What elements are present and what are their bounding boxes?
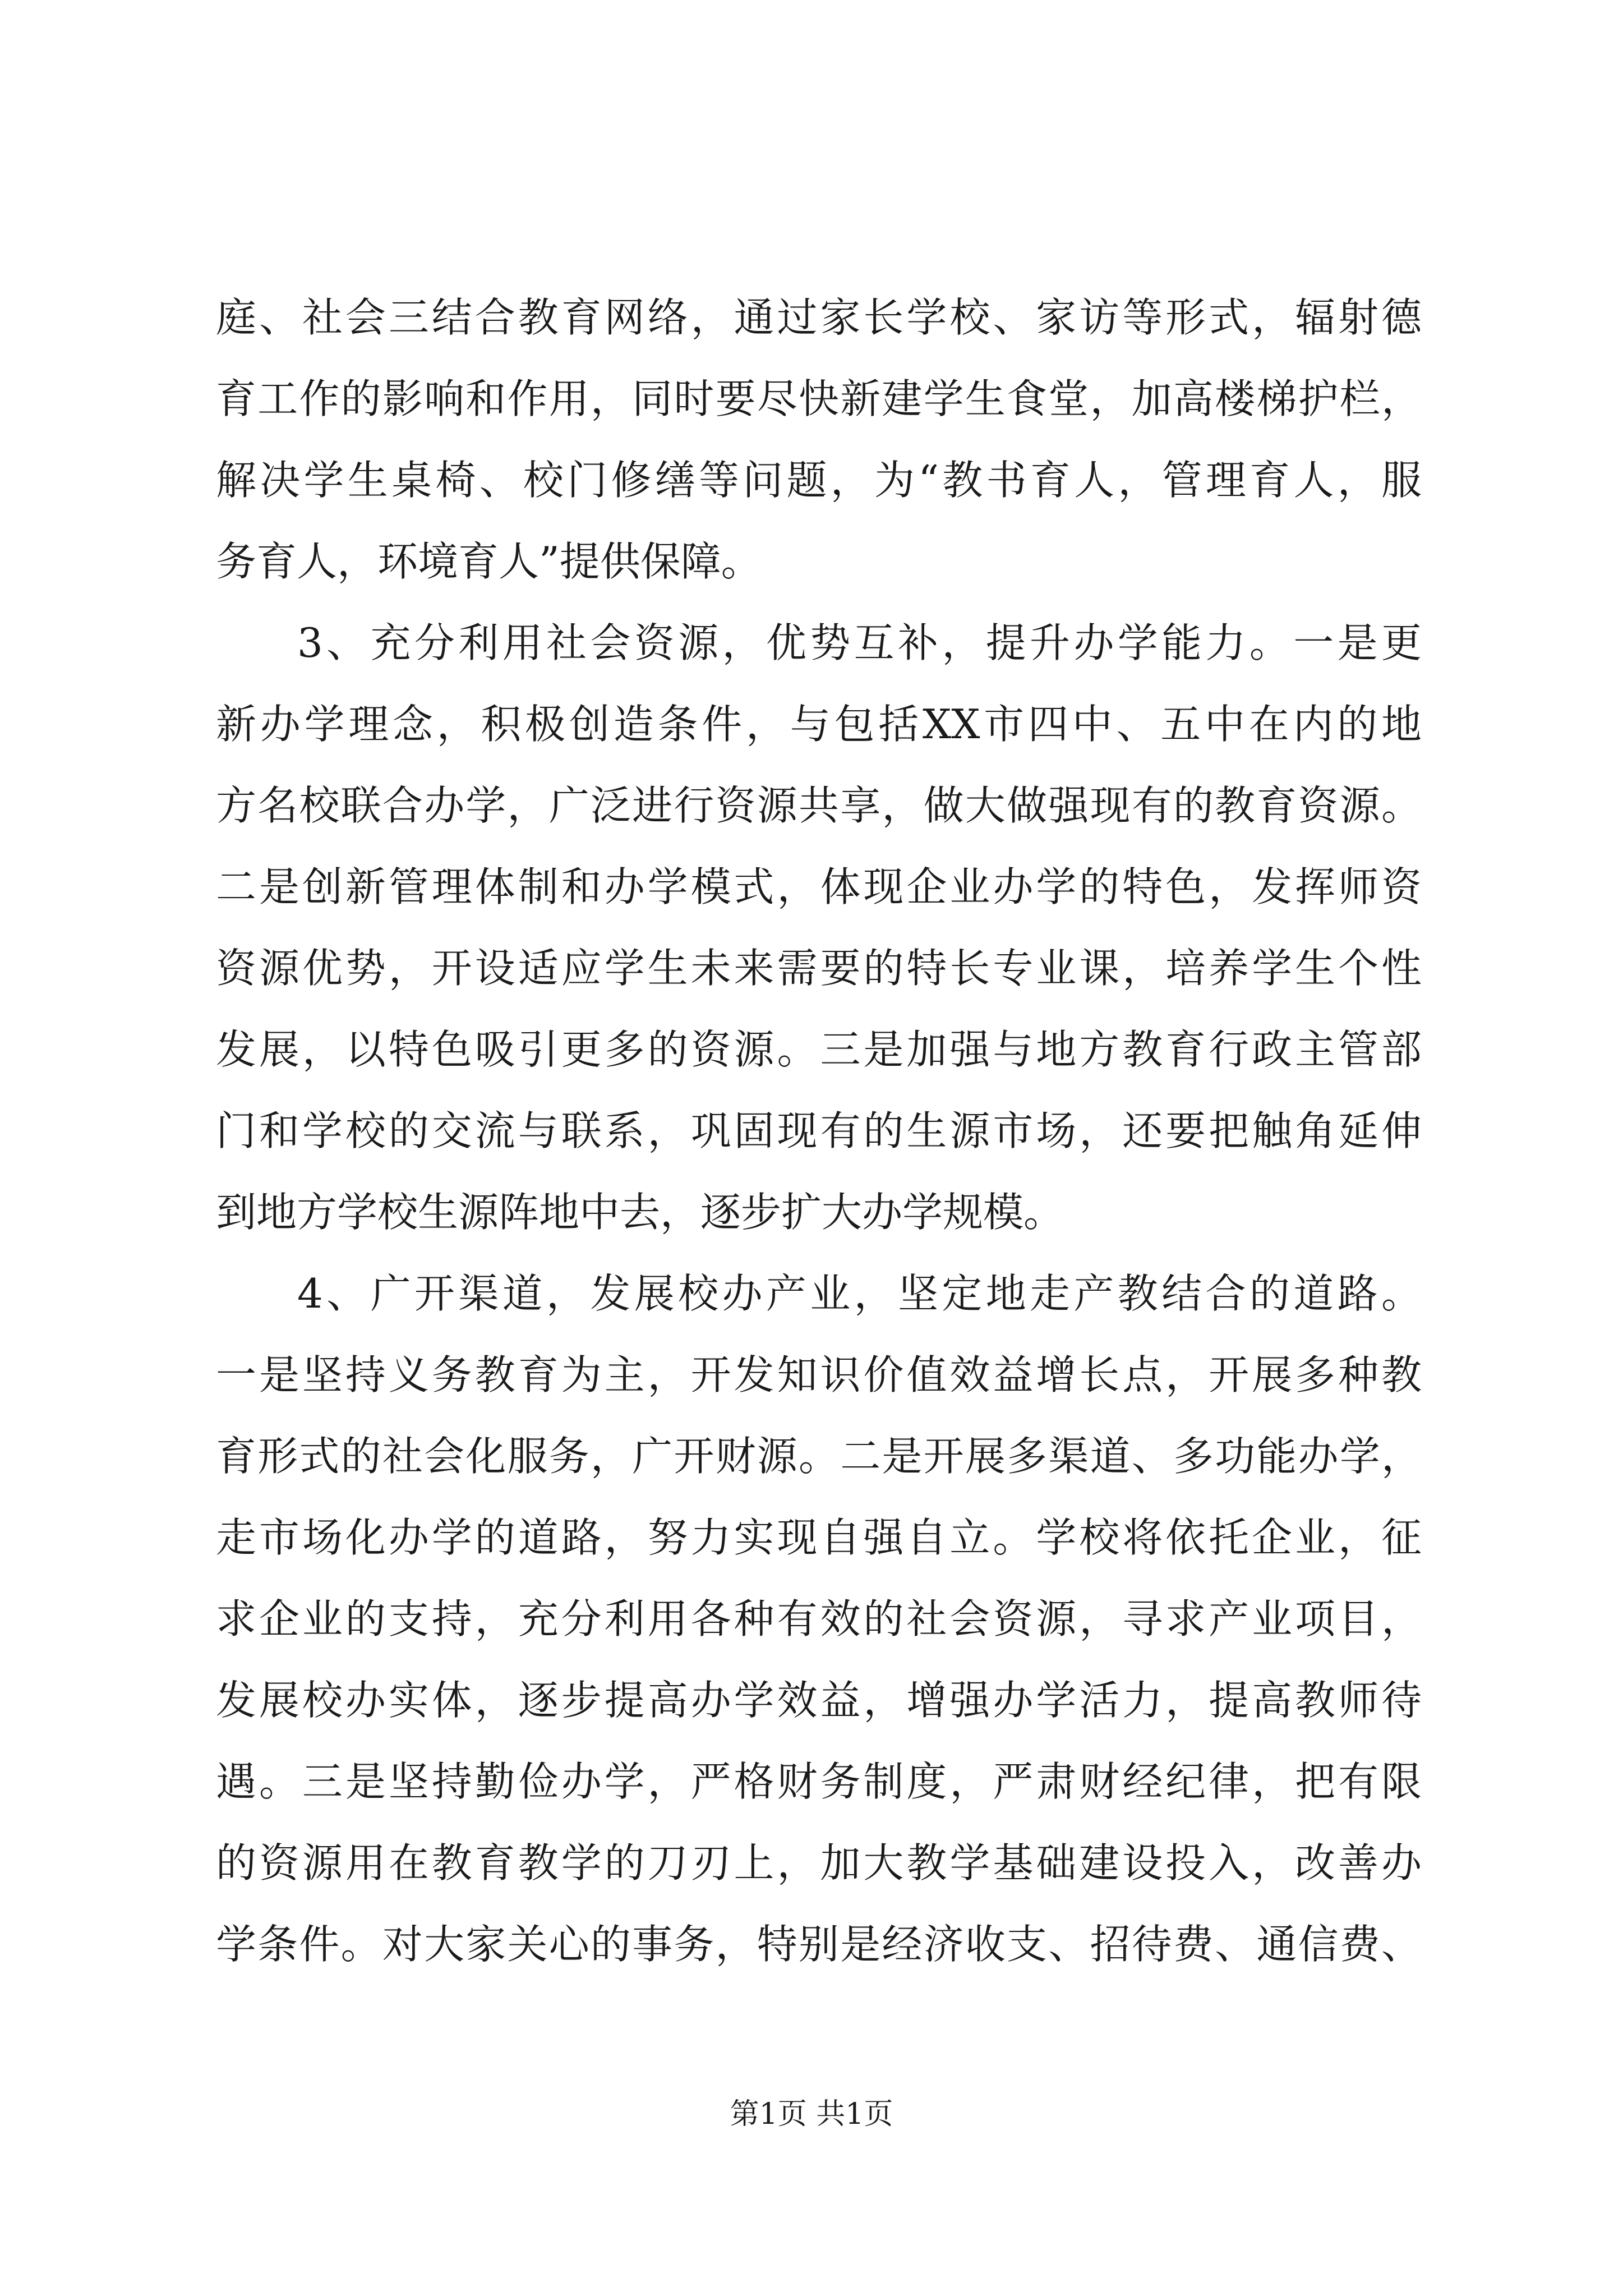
text-line: 一是坚持义务教育为主，开发知识价值效益增长点，开展多种教 [216,1351,1422,1398]
paragraph-4-first-line: 4、广开渠道，发展校办产业，坚定地走产教结合的道路。 [297,1270,1422,1317]
text-line: 走市场化办学的道路，努力实现自强自立。学校将依托企业，征 [216,1514,1422,1561]
text-line: 务育人，环境育人”提供保障。 [216,538,762,585]
text-line: 求企业的支持，充分利用各种有效的社会资源，寻求产业项目， [216,1595,1422,1642]
text-line: 解决学生桌椅、校门修缮等问题，为“教书育人，管理育人，服 [216,457,1422,504]
text-line: 育工作的影响和作用，同时要尽快新建学生食堂，加高楼梯护栏， [216,375,1422,422]
text-line: 二是创新管理体制和办学模式，体现企业办学的特色，发挥师资 [216,863,1422,910]
page-footer: 第1页 共1页 [730,2097,893,2131]
text-line: 到地方学校生源阵地中去，逐步扩大办学规模。 [216,1189,1064,1236]
text-line: 遇。三是坚持勤俭办学，严格财务制度，严肃财经纪律，把有限 [216,1758,1422,1805]
text-line: 庭、社会三结合教育网络，通过家长学校、家访等形式，辐射德 [216,294,1422,341]
text-line: 发展，以特色吸引更多的资源。三是加强与地方教育行政主管部 [216,1026,1422,1073]
text-line: 新办学理念，积极创造条件，与包括XX市四中、五中在内的地 [216,701,1422,748]
text-line: 发展校办实体，逐步提高办学效益，增强办学活力，提高教师待 [216,1677,1422,1724]
text-line: 育形式的社会化服务，广开财源。二是开展多渠道、多功能办学， [216,1433,1422,1480]
text-line: 资源优势，开设适应学生未来需要的特长专业课，培养学生个性 [216,945,1422,992]
text-line: 的资源用在教育教学的刀刃上，加大教学基础建设投入，改善办 [216,1839,1422,1887]
text-line: 门和学校的交流与联系，巩固现有的生源市场，还要把触角延伸 [216,1107,1422,1154]
text-line: 方名校联合办学，广泛进行资源共享，做大做强现有的教育资源。 [216,782,1422,829]
text-line: 学条件。对大家关心的事务，特别是经济收支、招待费、通信费、 [216,1921,1422,1968]
paragraph-3-first-line: 3、充分利用社会资源，优势互补，提升办学能力。一是更 [297,619,1422,666]
